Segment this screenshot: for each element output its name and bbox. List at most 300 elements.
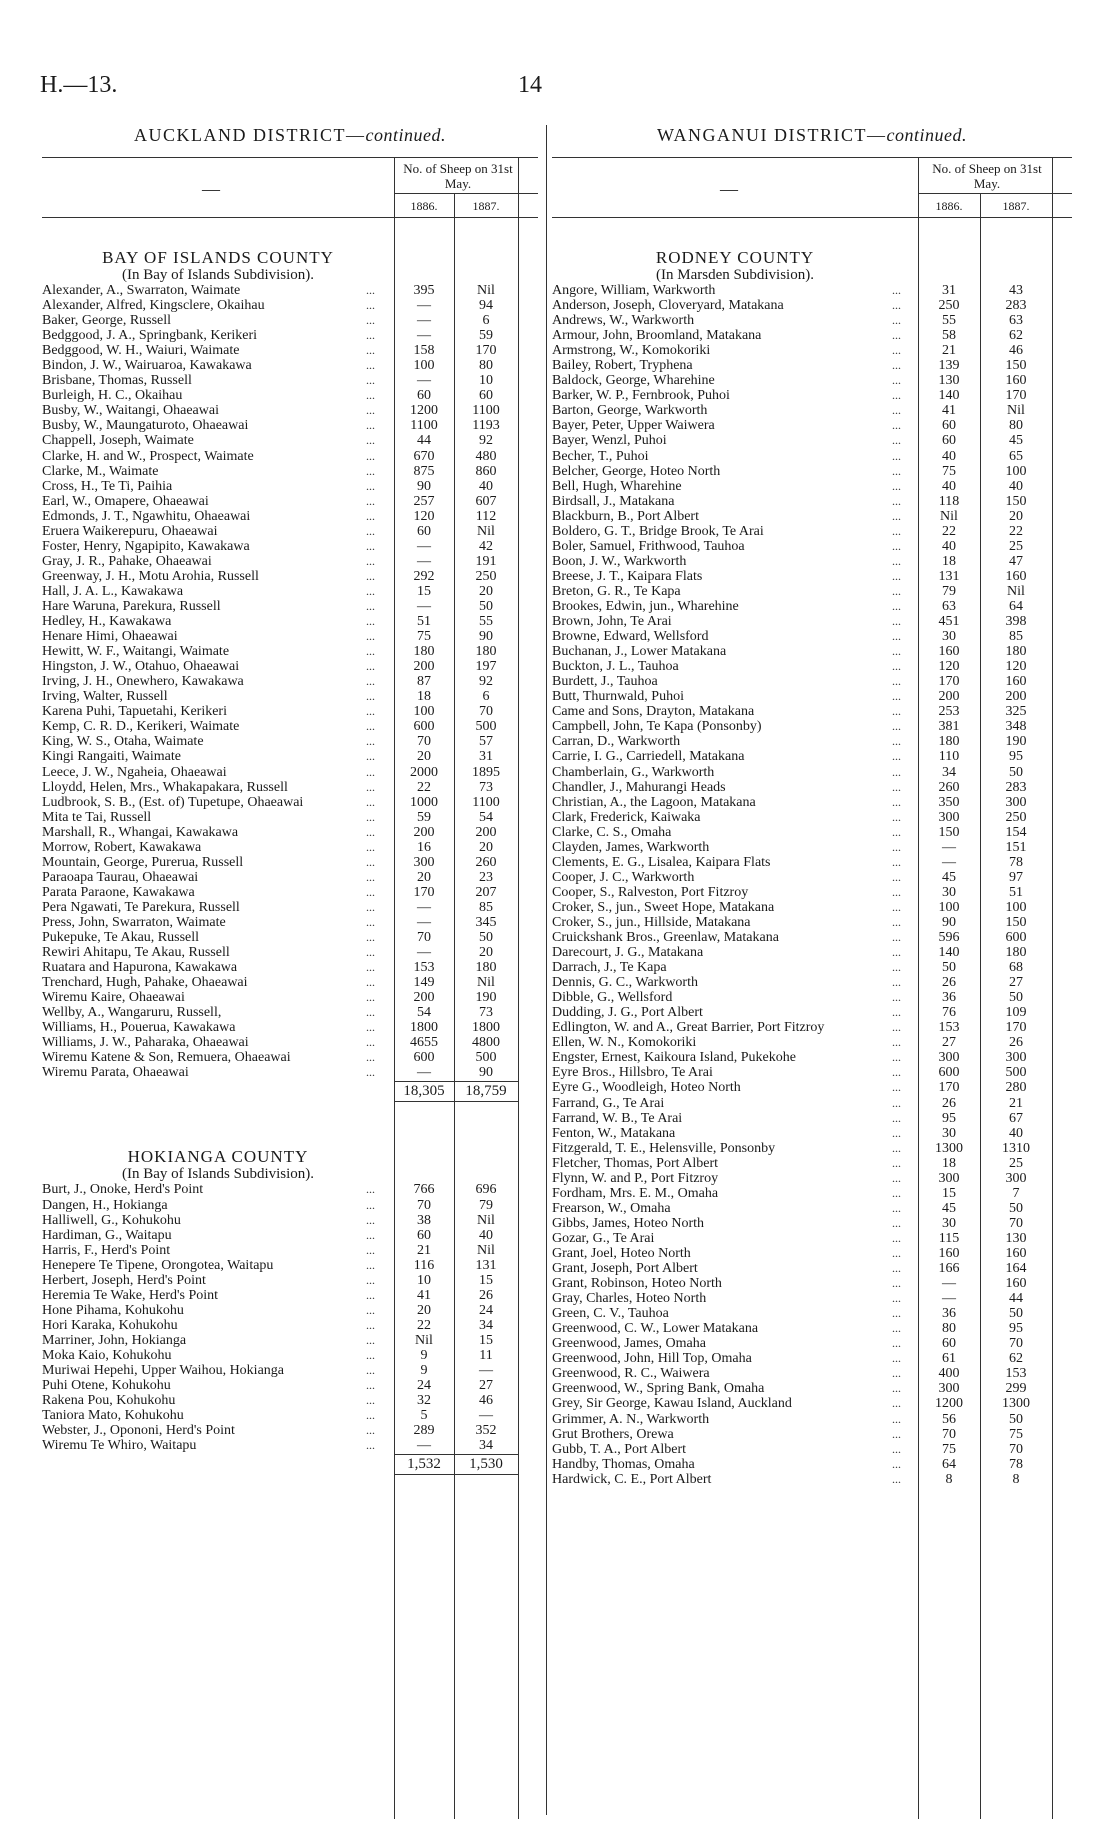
leader-dots: ...: [892, 1261, 901, 1276]
ledger-row: [42, 524, 538, 539]
sheep-1887: 97: [1009, 869, 1023, 885]
leader-dots: ...: [892, 930, 901, 945]
total-row: [42, 1080, 538, 1102]
leader-dots: ...: [366, 1287, 375, 1302]
ledger-row: [42, 915, 538, 930]
owner-name: Bell, Hugh, Wharehine: [552, 478, 682, 494]
owner-name: Clarke, C. S., Omaha: [552, 824, 672, 840]
leader-dots: ...: [366, 403, 375, 418]
sheep-1887: 191: [475, 553, 497, 569]
sheep-1887: 6: [482, 689, 490, 705]
sheep-1886: 670: [413, 448, 435, 464]
sheep-1887: 1310: [1002, 1140, 1030, 1156]
rodney-rows: [552, 283, 1072, 1487]
sheep-1886: —: [417, 598, 431, 614]
sheep-1887: 92: [479, 433, 493, 449]
owner-name: Mountain, George, Purerua, Russell: [42, 854, 244, 870]
ledger-row: [42, 1020, 538, 1035]
ledger-row: [42, 449, 538, 464]
sheep-1887: 300: [1005, 1170, 1027, 1186]
sheep-1887: 46: [1009, 343, 1023, 359]
owner-name: Herbert, Joseph, Herd's Point: [42, 1272, 206, 1288]
owner-name: Burdett, J., Tauhoa: [552, 674, 658, 690]
ledger-row: [42, 539, 538, 554]
sheep-1886: 21: [417, 1242, 431, 1258]
leader-dots: ...: [366, 313, 375, 328]
sheep-1887: 70: [1009, 1336, 1023, 1352]
sheep-1887: 10: [479, 373, 493, 389]
leader-dots: ...: [892, 1050, 901, 1065]
ledger-row: [552, 328, 1072, 343]
sheep-1886: 158: [413, 343, 435, 359]
sheep-1887: 21: [1009, 1095, 1023, 1111]
leader-dots: ...: [892, 704, 901, 719]
owner-name: Wiremu Te Whiro, Waitapu: [42, 1438, 197, 1454]
sheep-1887: 348: [1005, 719, 1027, 735]
sheep-1887: 67: [1009, 1110, 1023, 1126]
owner-name: Puhi Otene, Kohukohu: [42, 1378, 171, 1394]
sheep-1887: 300: [1005, 794, 1027, 810]
sheep-1886: 140: [938, 945, 960, 961]
ledger-row: [552, 674, 1072, 689]
sheep-1886: 60: [942, 1336, 956, 1352]
sheep-1887: 50: [1009, 1411, 1023, 1427]
sheep-1887: 63: [1009, 313, 1023, 329]
sheep-1887: 250: [475, 568, 497, 584]
sheep-1886: 289: [413, 1423, 435, 1439]
sheep-1887: 26: [479, 1287, 493, 1303]
leader-dots: ...: [366, 854, 375, 869]
sheep-1886: —: [942, 1276, 956, 1292]
sheep-1886: 166: [938, 1261, 960, 1277]
sheep-1887: 42: [479, 538, 493, 554]
leader-dots: ...: [892, 809, 901, 824]
ledger-row: [552, 358, 1072, 373]
ledger-row: [552, 584, 1072, 599]
leader-dots: ...: [892, 478, 901, 493]
total-row: [42, 1453, 538, 1475]
owner-name: Darecourt, J. G., Matakana: [552, 945, 704, 961]
sheep-1886: 766: [413, 1182, 435, 1198]
owner-name: Hone Pihama, Kohukohu: [42, 1302, 184, 1318]
ledger-row: [552, 1412, 1072, 1427]
leader-dots: ...: [366, 1408, 375, 1423]
sheep-1886: 45: [942, 869, 956, 885]
owner-name: Carrie, I. G., Carriedell, Matakana: [552, 749, 745, 765]
sheep-1886: —: [417, 538, 431, 554]
sheep-1886: 41: [942, 403, 956, 419]
owner-name: Clarke, H. and W., Prospect, Waimate: [42, 448, 254, 464]
sheep-1886: Nil: [415, 1332, 433, 1348]
ledger-row: [42, 1303, 538, 1318]
sheep-1886: 36: [942, 1306, 956, 1322]
sheep-1887: 47: [1009, 553, 1023, 569]
ledger-row: [42, 1318, 538, 1333]
sheep-1887: 75: [1009, 1426, 1023, 1442]
sheep-1887: 300: [1005, 1050, 1027, 1066]
sheep-1887: 25: [1009, 1155, 1023, 1171]
sheep-1886: 300: [938, 1170, 960, 1186]
sheep-1887: 480: [475, 448, 497, 464]
sheep-1886: 38: [417, 1212, 431, 1228]
sheep-1886: 18: [942, 1155, 956, 1171]
ledger-row: [552, 554, 1072, 569]
sheep-1887: 170: [475, 343, 497, 359]
owner-name: Handby, Thomas, Omaha: [552, 1456, 695, 1472]
sheep-1887: Nil: [1007, 583, 1025, 599]
leader-dots: ...: [366, 975, 375, 990]
sheep-1886: —: [942, 1291, 956, 1307]
owner-name: Farrand, G., Te Arai: [552, 1095, 665, 1111]
leader-dots: ...: [892, 1065, 901, 1080]
owner-name: Lloydd, Helen, Mrs., Whakapakara, Russell: [42, 779, 288, 795]
ledger-row: [552, 373, 1072, 388]
sheep-1886: 75: [942, 1441, 956, 1457]
sheep-1887: 59: [479, 328, 493, 344]
sheep-1886: 9: [420, 1348, 428, 1363]
ledger-row: [42, 704, 538, 719]
sheep-1887: 160: [1005, 1276, 1027, 1292]
ledger-row: [42, 1065, 538, 1080]
sheep-1886: 300: [413, 854, 435, 870]
owner-name: Blackburn, B., Port Albert: [552, 508, 699, 524]
sheep-1886: 90: [417, 478, 431, 494]
sheep-1887: 607: [475, 493, 497, 509]
leader-dots: ...: [892, 1351, 901, 1366]
sheep-1886: 15: [942, 1185, 956, 1201]
sheep-1887: 696: [475, 1182, 497, 1198]
leader-dots: ...: [892, 839, 901, 854]
leader-dots: ...: [892, 553, 901, 568]
owner-name: Ellen, W. N., Komokoriki: [552, 1035, 697, 1051]
sheep-1886: 18: [417, 689, 431, 705]
sheep-1887: 20: [479, 583, 493, 599]
owner-name: Burt, J., Onoke, Herd's Point: [42, 1182, 204, 1198]
ledger-row: [42, 749, 538, 764]
sheep-1886: 9: [420, 1363, 428, 1379]
ledger-row: [42, 1423, 538, 1438]
leader-dots: ...: [366, 1272, 375, 1287]
sheep-1886: 58: [942, 328, 956, 344]
ledger-row: [42, 283, 538, 298]
sheep-1887: 100: [1005, 463, 1027, 479]
owner-name: Came and Sons, Drayton, Matakana: [552, 704, 755, 720]
sheep-1886: 170: [938, 674, 960, 690]
owner-name: Pukepuke, Te Akau, Russell: [42, 930, 200, 946]
ledger-row: [42, 479, 538, 494]
county-heading: BAY OF ISLANDS COUNTY: [102, 248, 334, 267]
leader-dots: ...: [366, 659, 375, 674]
ledger-row: [42, 1408, 538, 1423]
leader-dots: ...: [366, 1317, 375, 1332]
sheep-1887: 190: [475, 990, 497, 1006]
ledger-row: [552, 1306, 1072, 1321]
ledger-row: [552, 599, 1072, 614]
sheep-1886: —: [942, 839, 956, 855]
leader-dots: ...: [366, 644, 375, 659]
leader-dots: ...: [366, 614, 375, 629]
leader-dots: ...: [892, 1456, 901, 1471]
sheep-1887: 4800: [472, 1035, 500, 1051]
sheep-1887: 50: [1009, 1306, 1023, 1322]
owner-name: Clarke, M., Waimate: [42, 463, 159, 479]
owner-name: Edmonds, J. T., Ngawhitu, Ohaeawai: [42, 508, 251, 524]
leader-dots: ...: [892, 1230, 901, 1245]
leader-dots: ...: [366, 568, 375, 583]
district-name: WANGANUI DISTRICT—: [657, 125, 887, 145]
sheep-1887: —: [479, 1363, 493, 1379]
leader-dots: ...: [366, 1035, 375, 1050]
owner-name: Alexander, A., Swarraton, Waimate: [42, 283, 241, 298]
leader-dots: ...: [366, 930, 375, 945]
leader-dots: ...: [892, 764, 901, 779]
sheep-1886: 90: [942, 914, 956, 930]
owner-name: Chamberlain, G., Warkworth: [552, 764, 715, 780]
owner-name: Hare Waruna, Parekura, Russell: [42, 598, 221, 614]
leader-dots: ...: [892, 1080, 901, 1095]
leader-dots: ...: [366, 328, 375, 343]
sheep-1887: 23: [479, 869, 493, 885]
sheep-1887: 50: [1009, 764, 1023, 780]
owner-name: Croker, S., jun., Sweet Hope, Matakana: [552, 899, 775, 915]
owner-name: Williams, J. W., Paharaka, Ohaeawai: [42, 1035, 249, 1051]
sheep-1886: 63: [942, 598, 956, 614]
sheep-1887: 95: [1009, 749, 1023, 765]
owner-name: Engster, Ernest, Kaikoura Island, Pukekohe: [552, 1050, 796, 1066]
ledger-row: [552, 1276, 1072, 1291]
ledger-row: [42, 1050, 538, 1065]
ledger-row: [552, 464, 1072, 479]
sheep-1887: 8: [1012, 1471, 1020, 1487]
leader-dots: ...: [892, 1471, 901, 1486]
sheep-1886: 56: [942, 1411, 956, 1427]
owner-name: Baker, George, Russell: [42, 313, 172, 329]
leader-dots: ...: [366, 478, 375, 493]
leader-dots: ...: [366, 1348, 375, 1362]
ledger-row: [42, 930, 538, 945]
ledger-row: [42, 1438, 538, 1453]
owner-name: Busby, W., Maungaturoto, Ohaeawai: [42, 418, 249, 434]
sheep-1886: 61: [942, 1351, 956, 1367]
sheep-1886: 30: [942, 629, 956, 645]
ledger-row: [552, 1366, 1072, 1381]
sheep-1887: 197: [475, 659, 497, 675]
sheep-1886: 50: [942, 960, 956, 976]
ledger-row: [552, 1457, 1072, 1472]
sheep-1887: 62: [1009, 328, 1023, 344]
sheep-ledger-table: [552, 157, 1072, 1829]
leader-dots: ...: [892, 283, 901, 297]
sheep-1886: 1200: [935, 1396, 963, 1412]
owner-name: Brown, John, Te Arai: [552, 614, 672, 630]
sheep-1887: 1100: [472, 403, 500, 419]
sheep-1887: 57: [479, 734, 493, 750]
owner-name: Ludbrook, S. B., (Est. of) Tupetupe, Ohaeawai: [42, 794, 304, 810]
leader-dots: ...: [366, 523, 375, 538]
ledger-row: [552, 388, 1072, 403]
leader-dots: ...: [892, 614, 901, 629]
leader-dots: ...: [892, 779, 901, 794]
sheep-1886: 60: [417, 523, 431, 539]
sheep-1887: 207: [475, 884, 497, 900]
leader-dots: ...: [366, 899, 375, 914]
leader-dots: ...: [892, 358, 901, 373]
ledger-row: [42, 644, 538, 659]
year-1887: 1887.: [1002, 199, 1030, 213]
leader-dots: ...: [366, 418, 375, 433]
sheep-1886: 30: [942, 1215, 956, 1231]
ledger-row: [552, 975, 1072, 990]
sheep-1886: —: [417, 899, 431, 915]
ledger-row: [42, 584, 538, 599]
ledger-row: [42, 1333, 538, 1348]
ledger-row: [42, 1005, 538, 1020]
sheep-1886: 22: [417, 779, 431, 795]
ledger-row: [552, 915, 1072, 930]
ledger-row: [552, 825, 1072, 840]
owner-name: Hardwick, C. E., Port Albert: [552, 1471, 712, 1487]
sheep-1887: 85: [1009, 629, 1023, 645]
owner-name: Burleigh, H. C., Okaihau: [42, 388, 183, 404]
sheep-1886: 70: [942, 1426, 956, 1442]
sheep-1887: 70: [1009, 1215, 1023, 1231]
leader-dots: ...: [366, 1423, 375, 1438]
sheep-1886: 350: [938, 794, 960, 810]
sheep-1886: 257: [413, 493, 435, 509]
ledger-row: [42, 313, 538, 328]
owner-name: Becher, T., Puhoi: [552, 448, 649, 464]
leader-dots: ...: [892, 1095, 901, 1110]
owner-name: Wellby, A., Wangaruru, Russell,: [42, 1005, 222, 1021]
leader-dots: ...: [366, 1197, 375, 1212]
owner-name: Carran, D., Warkworth: [552, 734, 681, 750]
sheep-1886: 75: [942, 463, 956, 479]
year-1886: 1886.: [935, 199, 963, 213]
sheep-1887: 22: [1009, 523, 1023, 539]
leader-dots: ...: [366, 598, 375, 613]
ledger-row: [42, 885, 538, 900]
owner-name: Flynn, W. and P., Port Fitzroy: [552, 1170, 719, 1186]
leader-dots: ...: [892, 1110, 901, 1125]
owner-name: Greenwood, John, Hill Top, Omaha: [552, 1351, 752, 1367]
ledger-row: [42, 945, 538, 960]
sheep-1886: 300: [938, 1381, 960, 1397]
sheep-1887: 160: [1005, 373, 1027, 389]
leader-dots: ...: [892, 1411, 901, 1426]
sheep-1887: 180: [1005, 945, 1027, 961]
sheep-1887: 62: [1009, 1351, 1023, 1367]
leader-dots: ...: [366, 629, 375, 644]
owner-name: Ruatara and Hapurona, Kawakawa: [42, 960, 238, 976]
owner-name: Darrach, J., Te Kapa: [552, 960, 667, 976]
sheep-1886: 110: [938, 749, 960, 765]
owner-name: Henepere Te Tipene, Orongotea, Waitapu: [42, 1257, 274, 1273]
ledger-row: [552, 418, 1072, 433]
sheep-1887: 500: [475, 719, 497, 735]
owner-name: Wiremu Kaire, Ohaeawai: [42, 990, 185, 1006]
ledger-row: [42, 689, 538, 704]
total-1887: 18,759: [465, 1083, 507, 1100]
sheep-1887: 34: [479, 1317, 493, 1333]
ledger-row: [552, 900, 1072, 915]
district-heading: [42, 125, 538, 149]
sheep-1887: 70: [479, 704, 493, 720]
leader-dots: ...: [892, 659, 901, 674]
sheep-1886: 116: [413, 1257, 435, 1273]
sheep-1886: 300: [938, 1050, 960, 1066]
sheep-1887: 51: [1009, 884, 1023, 900]
leader-dots: ...: [366, 448, 375, 463]
owner-name: Eyre G., Woodleigh, Hoteo North: [552, 1080, 741, 1096]
leader-dots: ...: [892, 583, 901, 598]
leader-dots: ...: [366, 1378, 375, 1393]
ledger-row: [552, 569, 1072, 584]
owner-name: Andrews, W., Warkworth: [552, 313, 695, 329]
sheep-1887: 283: [1005, 298, 1027, 314]
owner-name: Barton, George, Warkworth: [552, 403, 708, 419]
ledger-row: [42, 464, 538, 479]
owner-name: Leece, J. W., Ngaheia, Ohaeawai: [42, 764, 227, 780]
leader-dots: ...: [366, 1212, 375, 1227]
leader-dots: ...: [892, 884, 901, 899]
owner-name: Hall, J. A. L., Kawakawa: [42, 583, 184, 599]
leader-dots: ...: [366, 1020, 375, 1035]
owner-name: Hedley, H., Kawakawa: [42, 614, 172, 630]
sheep-1886: 250: [938, 298, 960, 314]
sheep-1886: 600: [413, 719, 435, 735]
sheep-1886: 149: [413, 975, 435, 991]
owner-name: Green, C. V., Tauhoa: [552, 1306, 669, 1322]
ledger-row: [552, 449, 1072, 464]
owner-name: Buckton, J. L., Tauhoa: [552, 659, 679, 675]
owner-name: Parata Paraone, Kawakawa: [42, 884, 195, 900]
ledger-row: [552, 1050, 1072, 1065]
owner-name: Bailey, Robert, Tryphena: [552, 358, 693, 374]
ledger-row: [552, 1111, 1072, 1126]
sheep-1887: 27: [1009, 975, 1023, 991]
sheep-1887: 260: [475, 854, 497, 870]
owner-name: Armstrong, W., Komokoriki: [552, 343, 711, 359]
sheep-1887: 500: [475, 1050, 497, 1066]
page-number: 14: [518, 72, 542, 98]
sheep-1887: 54: [479, 809, 493, 825]
district-heading: [552, 125, 1072, 149]
ledger-row: [552, 1246, 1072, 1261]
sheep-1886: —: [417, 373, 431, 389]
sheep-1886: 18: [942, 553, 956, 569]
sheep-1887: 70: [1009, 1441, 1023, 1457]
leader-dots: ...: [892, 1035, 901, 1050]
sheep-1887: Nil: [477, 1242, 495, 1258]
sheep-1887: 1800: [472, 1020, 500, 1036]
owner-name: Farrand, W. B., Te Arai: [552, 1110, 683, 1126]
leader-dots: ...: [366, 749, 375, 764]
sheep-1887: 79: [479, 1197, 493, 1213]
owner-name: Frearson, W., Omaha: [552, 1200, 671, 1216]
sheep-1886: —: [417, 1065, 431, 1081]
leader-dots: ...: [892, 854, 901, 869]
sheep-1887: 15: [479, 1332, 493, 1348]
ledger-row: [552, 1291, 1072, 1306]
ledger-row: [42, 659, 538, 674]
owner-name: Cross, H., Te Ti, Paihia: [42, 478, 173, 494]
ledger-row: [42, 1348, 538, 1363]
sheep-1887: 131: [475, 1257, 497, 1273]
ledger-row: [42, 765, 538, 780]
owner-name: Heremia Te Wake, Herd's Point: [42, 1287, 219, 1303]
owner-name: Harris, F., Herd's Point: [42, 1242, 171, 1258]
leader-dots: ...: [892, 975, 901, 990]
